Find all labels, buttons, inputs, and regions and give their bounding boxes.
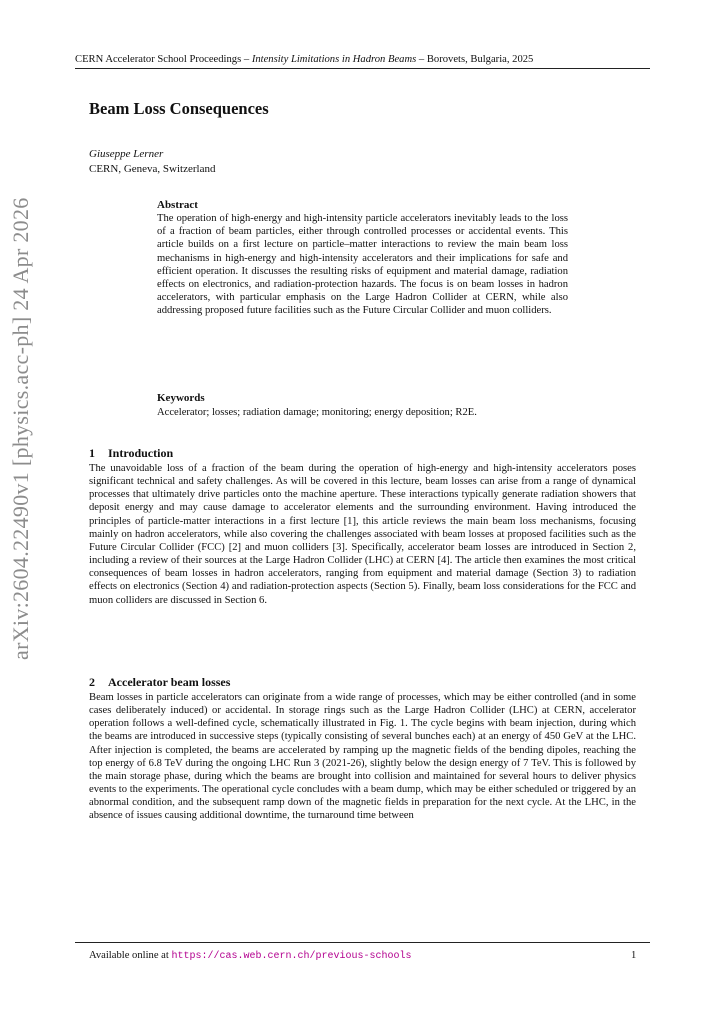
author-affiliation: CERN, Geneva, Switzerland	[89, 163, 216, 175]
section-title: Accelerator beam losses	[108, 675, 231, 689]
author-name: Giuseppe Lerner	[89, 148, 164, 160]
arxiv-identifier: arXiv:2604.22490v1 [physics.acc-ph] 24 Apr 2026	[8, 197, 33, 660]
running-header	[75, 54, 650, 69]
section-heading-beam-losses	[89, 675, 230, 690]
paper-title: Beam Loss Consequences	[89, 99, 269, 118]
page-number: 1	[631, 950, 637, 961]
keywords-text: Accelerator; losses; radiation damage; monitoring; energy deposition; R2E.	[157, 407, 477, 418]
abstract-text: The operation of high-energy and high-intensity particle accelerators inevitably leads to the loss of a fraction of beam particles, either through controlled processes or accidental events. This article builds on a first lecture on particle–matter interactions to review the main beam loss mechanisms in high-energy and high-intensity accelerators and their implications for safe and efficient operation. It discusses the resulting risks of equipment and material damage, radiation effects on electronics, and radiation-protection hazards. The focus is on beam losses in hadron accelerators, with particular emphasis on the Large Hadron Collider at CERN, while also addressing proposed future facilities such as the Future Circular Collider and muon colliders.	[157, 213, 568, 317]
section-beam-losses-text: Beam losses in particle accelerators can originate from a wide range of processes, which may be either controlled (and in some cases deliberately induced) or accidental. In storage rings such as the Large Hadron Collider (LHC) at CERN, accelerator operation follows a well-defined cycle, schematically illustrated in Fig. 1. The cycle begins with beam injection, during which the beams are introduced in successive steps (typically consisting of several bunches each) at an energy of 450 GeV at the LHC. After injection is completed, the beams are accelerated by ramping up the magnetic fields of the bending dipoles, reaching the top energy of 6.8 TeV during the ongoing LHC Run 3 (2021-26), slightly below the design energy of 7 TeV. This is followed by the main storage phase, during which the beams are brought into collision and maintained for several hours to deliver physics events to the experiments. The operational cycle concludes with a beam dump, which may be either scheduled or triggered by an abnormal condition, and the subsequent ramp down of the magnetic fields in preparation for the next cycle. At the LHC, in the absence of issues causing additional downtime, the turnaround time between	[89, 692, 636, 822]
footer-rule	[75, 942, 650, 943]
footer-url-link[interactable]: https://cas.web.cern.ch/previous-schools	[171, 951, 412, 962]
footer	[89, 950, 412, 962]
abstract-heading: Abstract	[157, 199, 198, 211]
section-introduction-text: The unavoidable loss of a fraction of the beam during the operation of high-energy and high-intensity accelerators poses significant technical and safety challenges. As will be covered in this lecture, beam losses can arise from a range of dynamical processes that ultimately drive particles onto the machine aperture. These interactions typically generate radiation showers that deposit energy and may cause damage to accelerator elements and the surrounding environment. Having introduced the principles of particle-matter interactions in a first lecture [1], this article reviews the main beam loss mechanisms, focusing mainly on hadron accelerators, while also covering the challenges associated with beam losses at proposed facilities such as the Future Circular Collider (FCC) [2] and muon colliders [3]. Specifically, accelerator beam losses are introduced in Section 2, including a review of their sources at the Large Hadron Collider (LHC) at CERN [4]. The article then examines the most critical consequences of beam losses in hadron accelerators, ranging from equipment and material damage (Section 3) to radiation effects on electronics (Section 4) and radiation-protection aspects (Section 5). Finally, beam loss considerations for the FCC and muon colliders are discussed in Section 6.	[89, 463, 636, 606]
section-title: Introduction	[108, 446, 174, 460]
header-suffix: – Borovets, Bulgaria, 2025	[416, 54, 534, 65]
header-school-title: Intensity Limitations in Hadron Beams	[251, 54, 417, 65]
section-heading-introduction	[89, 446, 173, 461]
arxiv-sidebar-stamp	[8, 197, 38, 660]
section-number: 1	[89, 446, 95, 460]
keywords-heading: Keywords	[157, 392, 205, 404]
section-number: 2	[89, 675, 95, 689]
header-prefix: CERN Accelerator School Proceedings –	[75, 54, 252, 65]
footer-prefix: Available online at	[89, 950, 172, 961]
